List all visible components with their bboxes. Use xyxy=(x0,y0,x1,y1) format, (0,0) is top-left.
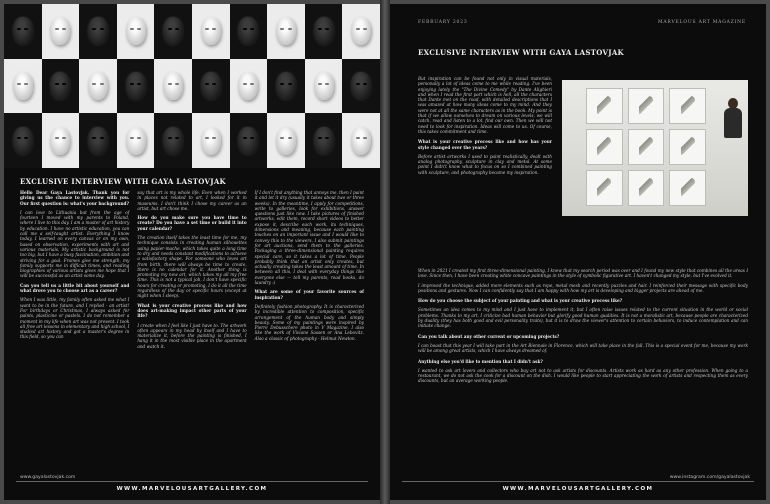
interview-question: Can you tell us a little bit about yourself and what drove you to choose art as a career? xyxy=(20,282,130,294)
interview-question: What is your creative process like and how has your style changed over the years? xyxy=(418,139,552,150)
face-mask-icon xyxy=(276,17,296,45)
mask-tile xyxy=(230,113,268,168)
mask-tile xyxy=(42,113,80,168)
mask-tile xyxy=(154,113,192,168)
face-mask-icon xyxy=(88,72,108,100)
face-mask-icon xyxy=(351,72,371,100)
interview-answer: I create when I feel like I just have to. The artwork often appears in my head by itself and I have to materialize it, before the painting is finished, I hang it in the most visible place in the apartment and watch it. xyxy=(137,322,247,349)
mask-tile xyxy=(4,4,42,59)
mask-tile xyxy=(79,4,117,59)
footer-divider xyxy=(16,481,368,482)
face-mask-icon xyxy=(314,127,334,155)
interview-question: Can you talk about any other current or upcoming projects? xyxy=(418,333,560,339)
mask-tile xyxy=(192,59,230,114)
face-mask-icon xyxy=(314,17,334,45)
text-column xyxy=(255,190,364,353)
face-mask-icon xyxy=(163,72,183,100)
interview-answer: I can boast that this year I will take part in the Art Biennale in Florence, which will take place in the fall. This is a special event for me, because my work will be among great artists, which I have always dreamed of. xyxy=(418,342,748,354)
right-page xyxy=(390,4,766,500)
face-mask-icon xyxy=(13,72,33,100)
interview-answer: Definitely fashion photography. It is characterized by incredible attention to composition, specific arrangement of the human body and simply beauty. Some of my paintings were inspired by Pierre Debusschere photo in V Magazine, I also like the work of Viviane Sassen or Ana Lebovitz. Also a classic of photography - Helmut Newton. xyxy=(254,303,364,341)
face-mask-icon xyxy=(314,72,334,100)
interview-answer: say that art is my whole life. Even when I worked in places not related to art, I looked for it in museums. I don't think I chose my career as an artist, but art chose me. xyxy=(137,190,247,211)
artwork-tile xyxy=(669,88,706,124)
interview-answer: But inspiration can be found not only in visual materials, personally a lot of ideas come to me while reading. I've been enjoying lately the "The Divine Comedy" by Dante Alighieri and when I read the first part which is hell, all the characters that Dante met on the road, with detailed descriptions that I was amazed at how many ideas come to my mind. And they were not at all the same characters as in the book. My point is that if we allow ourselves to dream on various levels, we will catch, read and listen to a lot, find our own. Then we will not need to look for inspiration. Ideas will come to us. Of course, this takes commitment and time. xyxy=(418,76,552,134)
mask-tile xyxy=(342,59,380,114)
artwork-tile xyxy=(669,129,706,165)
mask-tile xyxy=(154,4,192,59)
interview-question: Hello Dear Gaya Lastovjak. Thank you for giving us the chance to interview with you. Our first question is: what's your background? xyxy=(20,190,130,206)
face-mask-icon xyxy=(13,127,33,155)
left-page xyxy=(4,4,380,500)
face-mask-icon xyxy=(88,127,108,155)
artist-figure xyxy=(722,98,744,140)
interview-answer: I wanted to ask art lovers and collectors who buy art not to ask artists for discounts. Artists work as hard as any other profession. When going to a restaurant, we do not ask the cook for a discount on the dish. I would like people to start appreciating the work of artists and respecting them as every discounts, but an average working people. xyxy=(418,367,748,384)
text-column xyxy=(20,190,129,353)
face-mask-icon xyxy=(50,127,70,155)
mask-tile xyxy=(230,59,268,114)
page-gutter xyxy=(380,0,390,504)
face-mask-icon xyxy=(351,127,371,155)
face-mask-icon xyxy=(163,17,183,45)
narrow-column xyxy=(418,76,552,179)
article-title: EXCLUSIVE INTERVIEW WITH GAYA LASTOVJAK xyxy=(20,177,226,186)
article-title: EXCLUSIVE INTERVIEW WITH GAYA LASTOVJAK xyxy=(418,48,624,57)
mask-tile xyxy=(4,113,42,168)
footer-url[interactable]: WWW.MARVELOUSARTGALLERY.COM xyxy=(502,486,654,492)
artwork-tile xyxy=(628,88,665,124)
interview-answer: Sometimes an idea comes to my mind and I just have to implement it, but I often raise issues related to the current situation in the world or social problems. Thanks to my art, I criticize bad human behavior but glorify good human qualities. It is not a moralistic art, because people are characterized by duality (they has both good and evil personality traits), but it is to draw the viewer's attention to certain behaviors, to induce contemplation and can initiate change. xyxy=(418,307,748,329)
artwork-tile xyxy=(628,170,665,206)
mask-tile xyxy=(267,113,305,168)
interview-answer: When in 2021 I created my first three-dimensional painting, I knew that my search period was over and I found my new style that combines all the areas I love. Since then, I have been creating white concave paintings in the style of symbolic figurative art. I haven't changed my style, but I've evolved it. xyxy=(418,268,748,279)
interview-question: Anything else you'd like to mention that I didn't ask? xyxy=(418,358,543,364)
mask-tile xyxy=(267,4,305,59)
face-mask-icon xyxy=(201,72,221,100)
mask-tile xyxy=(342,113,380,168)
mask-tile xyxy=(42,4,80,59)
text-column xyxy=(137,190,246,353)
artwork-tile xyxy=(628,129,665,165)
mask-tile xyxy=(117,113,155,168)
face-mask-icon xyxy=(50,17,70,45)
interview-question: How do you make sure you have time to create? Do you have a set time or build it into your calendar? xyxy=(137,215,247,231)
face-mask-icon xyxy=(351,17,371,45)
interview-answer: The creation itself takes the least time for me, my technique consists in creating human silhouettes using papier-mache, which takes quite a long time to dry and needs constant modifications to achieve a satisfactory shape. For someone who loves art from birth, there will always be time to create, there is no calendar for it. Another thing is promoting my new art, which takes my all my free time. This is not a typical job, I don't have specific hours for creating or promoting, I do it all the time regardless of the day or specific hours (except at night when I sleep). xyxy=(137,235,247,299)
interview-answer: I can love to Lithuania but from the age of fourteen I moved with my parents to Poland, where I live to this day. I am a master of art history by education. I have no artistic education, you can call me a self-taught artist. Everything I know today, I learned on every canvas or on my own, based on observation, experiments with art and various materials. My artistic background is not too big, but I have a busy fascination, ambition and striving for a goal. Frames give me strength, my family supports me in difficult times, and reading biographies of various artists gives me hope that I will be successful as an artist some day. xyxy=(20,209,130,279)
interview-answer: I improved the technique, added more elements such as rope, metal mesh and recently puzzles and hair. I reinforced their message with specific body positions and gestures. Now I can confidently say that I am happy with how my art is developing and bigger projects are ahead of me. xyxy=(418,282,748,293)
magazine-name: MARVELOUS ART MAGAZINE xyxy=(657,20,746,25)
mask-tile xyxy=(79,59,117,114)
artwork-grid xyxy=(586,88,706,206)
artwork-tile xyxy=(586,88,623,124)
artist-studio-photo xyxy=(562,80,748,216)
footer-divider xyxy=(402,481,754,482)
interview-answer: Before artist artworks I used to paint realistically, dealt with analog photography, sculpture in clay and metal. At some point I didn't know what to focus on so I combined painting with sculpture, and photography became my inspiration. xyxy=(418,153,552,175)
face-mask-icon xyxy=(126,17,146,45)
face-mask-icon xyxy=(126,127,146,155)
face-mask-icon xyxy=(238,17,258,45)
artist-website[interactable]: www.gayalastovjak.com xyxy=(20,475,76,480)
mask-tile xyxy=(305,4,343,59)
artwork-tile xyxy=(669,170,706,206)
interview-question: What are some of your favorite sources of inspiration? xyxy=(254,289,364,300)
mask-tile xyxy=(192,4,230,59)
mask-tile xyxy=(267,59,305,114)
face-mask-icon xyxy=(13,17,33,45)
face-mask-icon xyxy=(88,17,108,45)
running-header xyxy=(418,20,746,25)
artwork-tile xyxy=(586,170,623,206)
mask-tile xyxy=(4,59,42,114)
face-mask-icon xyxy=(126,72,146,100)
mask-tile xyxy=(117,59,155,114)
mask-checkerboard-photo xyxy=(4,4,380,168)
face-mask-icon xyxy=(201,127,221,155)
mask-tile xyxy=(342,4,380,59)
face-mask-icon xyxy=(238,127,258,155)
mask-tile xyxy=(230,4,268,59)
face-mask-icon xyxy=(50,72,70,100)
face-mask-icon xyxy=(238,72,258,100)
mask-tile xyxy=(42,59,80,114)
artist-body xyxy=(724,108,742,138)
mask-tile xyxy=(192,113,230,168)
interview-answer: If I don't find anything that annoys me, then I paint it and let it dry (usually it takes about two or three weeks). In the meantime, I apply for competitions, write to galleries, look for exhibitions, answer questions just like now. I take pictures of finished artworks, edit them, record short videos to better expose it, describe each work, its techniques, dimensions and meaning, because each painting touches on an important issue and I would like to convey this to the viewers. I also submit paintings for art auctions, send them to the galleries. Packaging a three-dimensional painting requires special care, so it takes a lot of time. People probably think that an artist only creates, but actually creating takes the least amount of time. In between all this, I deal with everyday things like everyone else — tell my parents, read books, do laundry :) xyxy=(254,190,364,286)
instagram-link[interactable]: www.instagram.com/gayalastovjak xyxy=(669,475,750,480)
face-mask-icon xyxy=(276,127,296,155)
mask-tile xyxy=(154,59,192,114)
interview-answer: When I was little, my family often asked me what I want to be in the future, and I replied - an artist! For birthdays or Christmas, I always asked for paints, plasticine or pastels. I do not remember a moment in my life when art was not present. I took all free art lessons in elementary and high school, I studied art history and got a master's degree in this field, so you can xyxy=(20,297,130,340)
interview-question: How do you choose the subject of your painting and what is your creative process like? xyxy=(418,298,623,304)
mask-tile xyxy=(305,59,343,114)
artwork-tile xyxy=(586,129,623,165)
wide-column xyxy=(418,268,748,388)
article-columns xyxy=(20,190,364,353)
face-mask-icon xyxy=(163,127,183,155)
mask-tile xyxy=(305,113,343,168)
face-mask-icon xyxy=(276,72,296,100)
mask-tile xyxy=(117,4,155,59)
face-mask-icon xyxy=(201,17,221,45)
issue-date: FEBRUARY 2023 xyxy=(418,20,468,25)
mask-tile xyxy=(79,113,117,168)
interview-question: What is your creative process like and how does art-making impact other parts of your life? xyxy=(137,302,247,319)
footer-url[interactable]: WWW.MARVELOUSARTGALLERY.COM xyxy=(116,486,268,492)
